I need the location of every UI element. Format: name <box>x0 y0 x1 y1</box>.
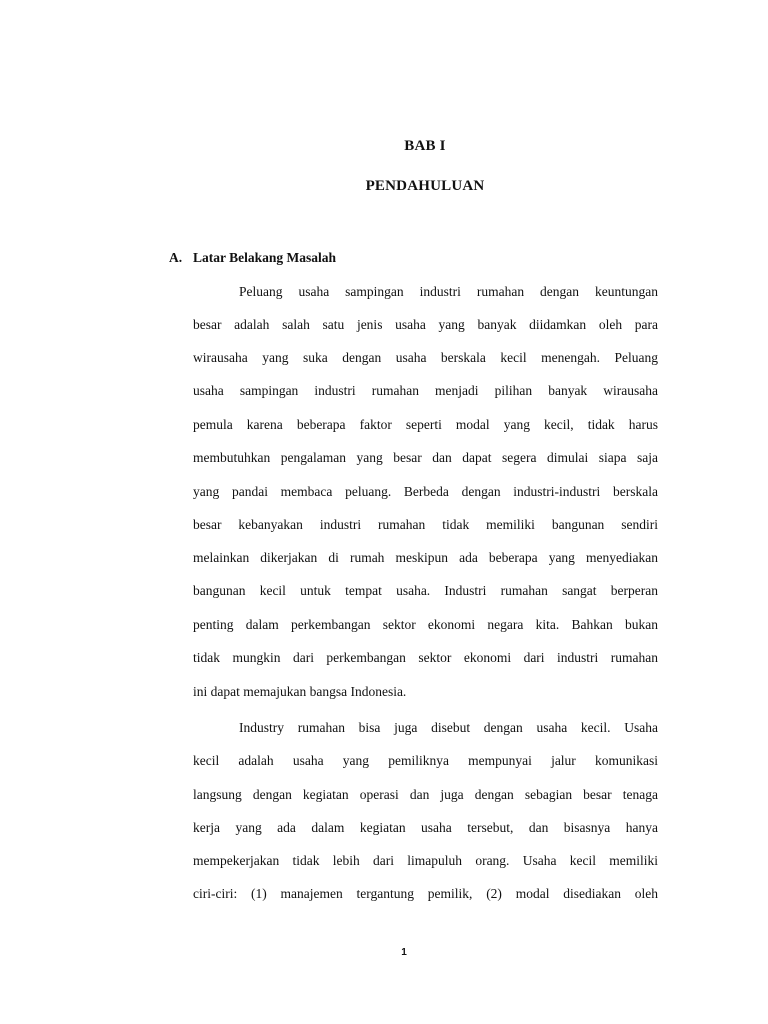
paragraph-1-line: ini dapat memajukan bangsa Indonesia. <box>193 684 407 699</box>
paragraph-1-line: pemula karena beberapa faktor seperti modal yang kecil, tidak harus <box>193 417 658 432</box>
paragraph-2-line: Industry rumahan bisa juga disebut dengan usaha kecil. Usaha <box>239 720 658 735</box>
paragraph-1-line: wirausaha yang suka dengan usaha berskala kecil menengah. Peluang <box>193 350 658 365</box>
paragraph-1-line: besar adalah salah satu jenis usaha yang banyak diidamkan oleh para <box>193 317 658 332</box>
paragraph-2-line: mempekerjakan tidak lebih dari limapuluh orang. Usaha kecil memiliki <box>193 853 658 868</box>
section-heading <box>169 250 336 266</box>
paragraph-1-line: yang pandai membaca peluang. Berbeda dengan industri-industri berskala <box>193 484 658 499</box>
paragraph-1-line: Peluang usaha sampingan industri rumahan dengan keuntungan <box>239 284 658 299</box>
paragraph-1-line: penting dalam perkembangan sektor ekonomi negara kita. Bahkan bukan <box>193 617 658 632</box>
paragraph-1-line: tidak mungkin dari perkembangan sektor ekonomi dari industri rumahan <box>193 650 658 665</box>
paragraph-2-line: kecil adalah usaha yang pemiliknya mempunyai jalur komunikasi <box>193 753 658 768</box>
paragraph-1-line: melainkan dikerjakan di rumah meskipun ada beberapa yang menyediakan <box>193 550 658 565</box>
section-title: Latar Belakang Masalah <box>193 250 337 265</box>
paragraph-2-line: ciri-ciri: (1) manajemen tergantung pemilik, (2) modal disediakan oleh <box>193 886 658 901</box>
paragraph-1-line: besar kebanyakan industri rumahan tidak memiliki bangunan sendiri <box>193 517 658 532</box>
paragraph-1-line: bangunan kecil untuk tempat usaha. Industri rumahan sangat berperan <box>193 583 658 598</box>
paragraph-2-line: kerja yang ada dalam kegiatan usaha tersebut, dan bisasnya hanya <box>193 820 658 835</box>
paragraph-1-line: membutuhkan pengalaman yang besar dan dapat segera dimulai siapa saja <box>193 450 658 465</box>
section-letter: A. <box>169 250 183 265</box>
paragraph-2-line: langsung dengan kegiatan operasi dan juga dengan sebagian besar tenaga <box>193 787 658 802</box>
chapter-title: PENDAHULUAN <box>365 178 485 194</box>
paragraph-1-line: usaha sampingan industri rumahan menjadi pilihan banyak wirausaha <box>193 383 658 398</box>
page-number: 1 <box>401 947 407 958</box>
chapter-number: BAB I <box>404 138 446 154</box>
